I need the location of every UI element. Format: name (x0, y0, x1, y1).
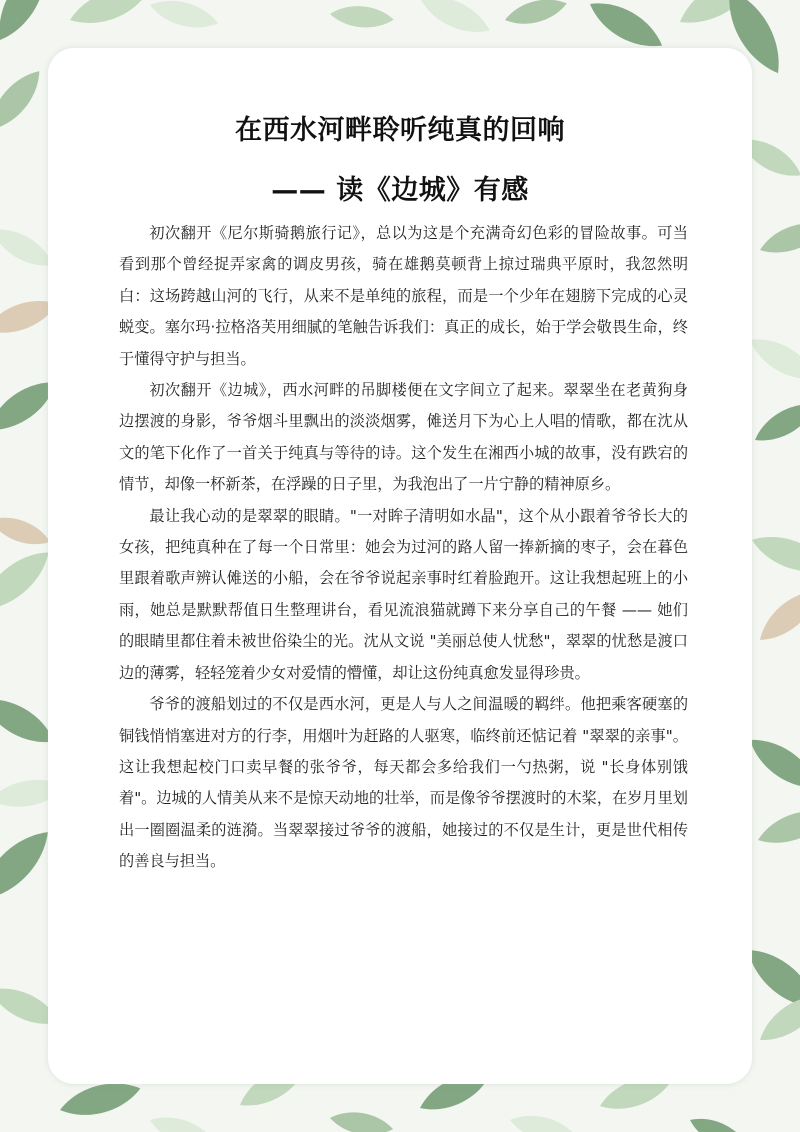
paragraph-1: 初次翻开《尼尔斯骑鹅旅行记》，总以为这是个充满奇幻色彩的冒险故事。可当看到那个曾经捉弄家禽的调皮男孩，骑在雄鹅莫顿背上掠过瑞典平原时，我忽然明白：这场跨越山河的飞行，从来不是单纯的旅程，而是一个少年在翅膀下完成的心灵蜕变。塞尔玛·拉格洛芙用细腻的笔触告诉我们：真正的成长，始于学会敬畏生命，终于懂得守护与担当。 (119, 224, 688, 368)
paragraph-4: 爷爷的渡船划过的不仅是西水河，更是人与人之间温暖的羁绊。他把乘客硬塞的铜钱悄悄塞进对方的行李，用烟叶为赶路的人驱寒，临终前还惦记着 "翠翠的亲事"。这让我想起校门口卖早餐的张爷爷，每天都会多给我们一勺热粥，说 "长身体别饿着"。边城的人情美从来不是惊天动地的壮举，而是像爷爷摆渡时的木桨，在岁月里划出一圈圈温柔的涟漪。当翠翠接过爷爷的渡船，她接过的不仅是生计，更是世代相传的善良与担当。 (119, 695, 688, 871)
document-title: 在西水河畔聆听纯真的回响 (235, 115, 565, 146)
paragraph-3: 最让我心动的是翠翠的眼睛。"一对眸子清明如水晶"，这个从小跟着爷爷长大的女孩，把纯真种在了每一个日常里：她会为过河的路人留一捧新摘的枣子，会在暮色里跟着歌声辨认傩送的小船，会在爷爷说起亲事时红着脸跑开。这让我想起班上的小雨，她总是默默帮值日生整理讲台，看见流浪猫就蹲下来分享自己的午餐 —— 她们的眼睛里都住着未被世俗染尘的光。沈从文说 "美丽总使人忧愁"，翠翠的忧愁是渡口边的薄雾，轻轻笼着少女对爱情的懵懂，却让这份纯真愈发显得珍贵。 (119, 506, 688, 682)
paragraph-2: 初次翻开《边城》，西水河畔的吊脚楼便在文字间立了起来。翠翠坐在老黄狗身边摆渡的身影，爷爷烟斗里飘出的淡淡烟雾，傩送月下为心上人唱的情歌，都在沈从文的笔下化作了一首关于纯真与等待的诗。这个发生在湘西小城的故事，没有跌宕的情节，却像一杯新茶，在浮躁的日子里，为我泡出了一片宁静的精神原乡。 (119, 381, 688, 494)
document-subtitle: —— 读《边城》有感 (271, 175, 529, 206)
document-body (119, 218, 688, 878)
